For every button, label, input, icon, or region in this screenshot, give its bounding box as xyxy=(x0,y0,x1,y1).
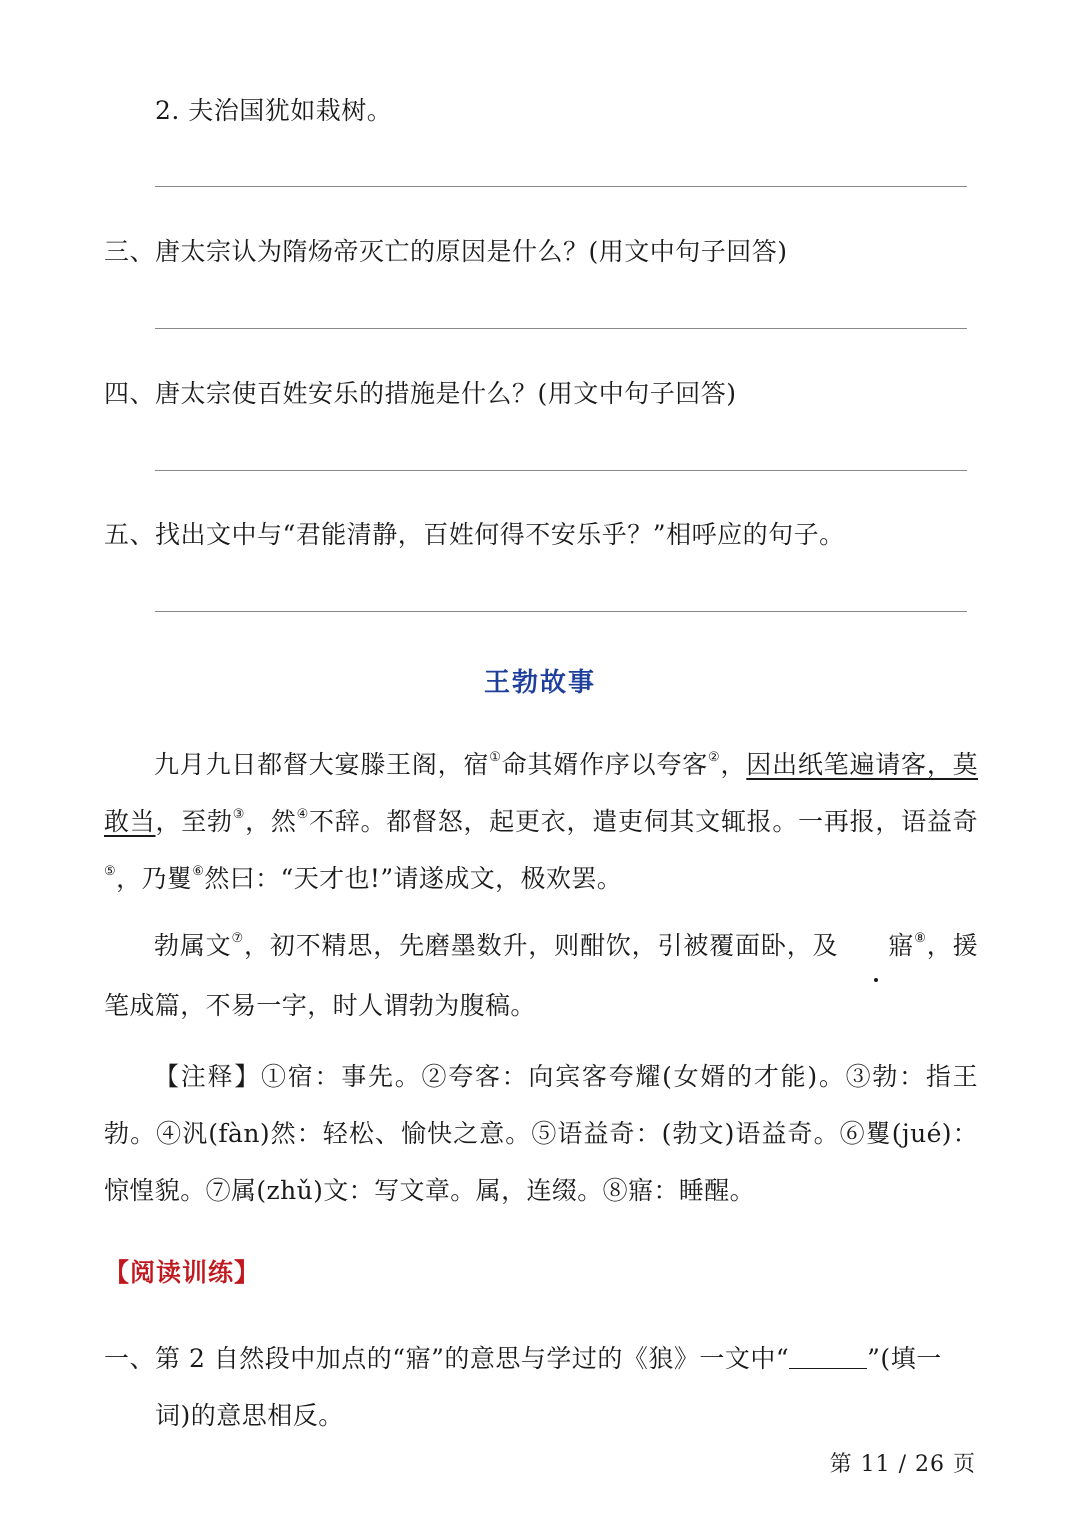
text: ”(填一 xyxy=(867,1344,942,1373)
footnote-mark: ① xyxy=(489,750,502,765)
training-question-1-cont: 词)的意思相反。 xyxy=(155,1401,344,1430)
story-title: 王勃故事 xyxy=(483,668,596,698)
story-paragraph-2 xyxy=(104,916,978,1036)
dotted-character: 寤 xyxy=(838,916,913,976)
footnote-mark: ④ xyxy=(296,807,310,822)
answer-line-q4 xyxy=(155,470,967,471)
answer-line-q5 xyxy=(155,611,967,612)
footnote-mark: ③ xyxy=(232,807,246,822)
text: 勃属文 xyxy=(154,931,232,960)
story-paragraph-1 xyxy=(104,736,978,907)
question-5: 五、找出文中与“君能清静，百姓何得不安乐乎？”相呼应的句子。 xyxy=(104,520,845,549)
text: ，乃矍 xyxy=(116,864,193,893)
footnote-mark: ⑧ xyxy=(913,931,927,946)
text: ， xyxy=(720,750,747,779)
text: ，然 xyxy=(245,807,297,836)
text: 不辞。都督怒，起更衣，遣吏伺其文辄报。一再报，语益奇 xyxy=(309,807,979,836)
text: ，至勃 xyxy=(155,807,233,836)
footnote-mark: ⑦ xyxy=(231,931,245,946)
footnote-mark: ⑥ xyxy=(192,864,205,879)
question-3: 三、唐太宗认为隋炀帝灭亡的原因是什么？(用文中句子回答) xyxy=(104,237,788,266)
answer-line-q2 xyxy=(155,186,967,187)
question-2: 2. 夫治国犹如栽树。 xyxy=(155,96,393,125)
notes-text: 【注释】①宿：事先。②夸客：向宾客夸耀(女婿的才能)。③勃：指王勃。④汎(fàn)然：轻松、愉快之意。⑤语益奇：(勃文)语益奇。⑥矍(jué)：惊惶貌。⑦属(zhǔ)文：写文章。属，连缀。⑧寤：睡醒。 xyxy=(104,1062,978,1205)
text: 一、第 2 自然段中加点的“寤”的意思与学过的《狼》一文中“ xyxy=(104,1344,790,1373)
text: 然曰：“天才也!”请遂成文，极欢罢。 xyxy=(204,864,623,893)
text: ，援笔成篇，不易一字，时人谓勃为腹稿。 xyxy=(104,931,979,1020)
answer-line-q3 xyxy=(155,328,967,329)
text: ，初不精思，先磨墨数升，则酣饮，引被覆面卧，及 xyxy=(244,931,839,960)
footnote-mark: ② xyxy=(708,750,721,765)
question-4: 四、唐太宗使百姓安乐的措施是什么？(用文中句子回答) xyxy=(104,379,737,408)
annotations xyxy=(104,1048,978,1219)
text: 命其婿作序以夸客 xyxy=(501,750,709,779)
underlined-sentence: 因出纸笔遍请客，莫敢当 xyxy=(104,750,979,836)
training-question-1 xyxy=(104,1339,942,1375)
fill-blank[interactable] xyxy=(789,1346,867,1369)
page-number: 第 11 / 26 页 xyxy=(829,1452,976,1477)
text: 九月九日都督大宴滕王阁，宿 xyxy=(154,750,490,779)
reading-training-heading: 【阅读训练】 xyxy=(104,1258,261,1287)
footnote-mark: ⑤ xyxy=(104,864,117,879)
